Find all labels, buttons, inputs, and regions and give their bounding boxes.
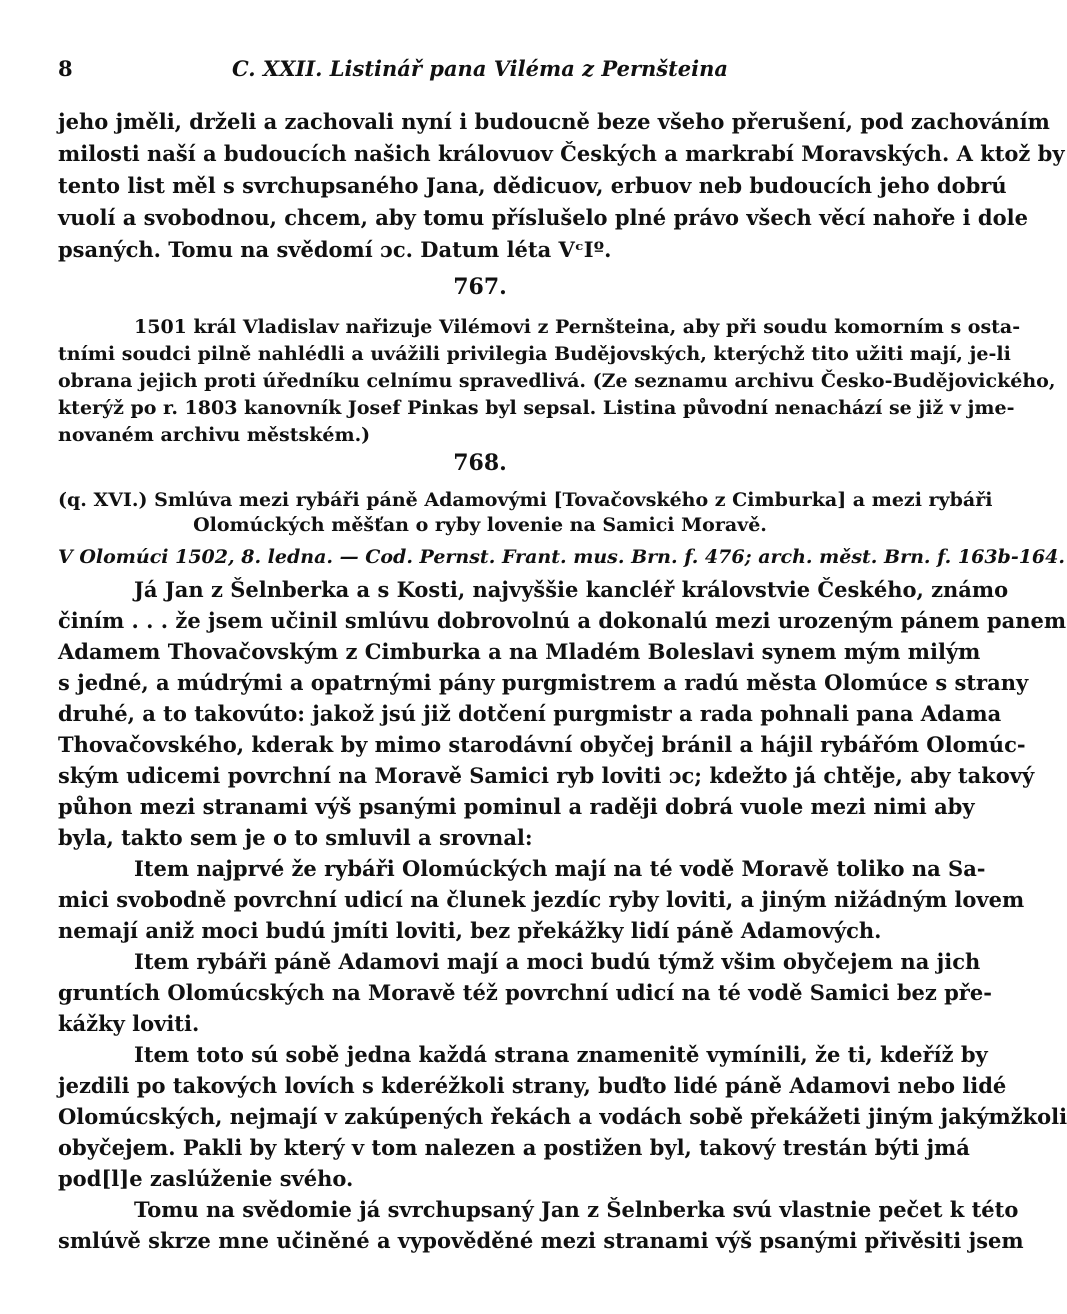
- text-line: jeho jměli, drželi a zachovali nyní i budoucně beze všeho přerušení, pod zachováním: [58, 109, 1050, 134]
- text-line: ským udicemi povrchní na Moravě Samici ryb loviti ɔc; kdežto já chtěje, aby takový: [58, 763, 1035, 788]
- text-line: jezdili po takových lovích s kderéžkoli strany, buďto lidé páně Adamovi nebo lidé: [58, 1073, 1007, 1098]
- text-line: nemají aniž moci budú jmíti loviti, bez překážky lidí páně Adamových.: [58, 918, 882, 943]
- text-line: Tomu na svědomie já svrchupsaný Jan z Šelnberka svú vlastnie pečet k této: [134, 1197, 1019, 1222]
- text-line: Olomúcských, nejmají v zakúpených řekách a vodách sobě překážeti jiným jakýmžkoli: [58, 1104, 1067, 1129]
- text-line: druhé, a to takovúto: jakož jsú již dotčení purgmistr a rada pohnali pana Adama: [58, 701, 1002, 726]
- text-line: Já Jan z Šelnberka a s Kosti, najvyššie kancléř královstvie Českého, známo: [134, 577, 1009, 602]
- text-line: pod[l]e zaslúženie svého.: [58, 1166, 354, 1191]
- regest-line: novaném archivu městském.): [58, 424, 371, 446]
- summary-line: Olomúckých měšťan o ryby lovenie na Samici Moravě.: [193, 514, 767, 536]
- text-line: byla, takto sem je o to smluvil a srovnal:: [58, 825, 533, 850]
- text-line: kážky loviti.: [58, 1011, 200, 1036]
- text-line: mici svobodně povrchní udicí na člunek jezdíc ryby loviti, a jiným nižádným lovem: [58, 887, 1025, 912]
- summary-line: (q. XVI.) Smlúva mezi rybáři páně Adamovými [Tovačovského z Cimburka] a mezi rybáři: [58, 489, 993, 511]
- page-number: 8: [58, 56, 73, 81]
- regest-line: kterýž po r. 1803 kanovník Josef Pinkas byl sepsal. Listina původní nenachází se již v jme-: [58, 397, 1015, 419]
- text-line: činím . . . že jsem učinil smlúvu dobrovolnú a dokonalú mezi urozeným pánem panem: [58, 608, 1067, 633]
- text-line: psaných. Tomu na svědomí ɔc. Datum léta VᶜIº.: [58, 237, 612, 262]
- regest-line: obrana jejich proti úředníku celnímu spravedlivá. (Ze seznamu archivu Česko-Budějovického,: [58, 370, 1056, 392]
- text-line: smlúvě skrze mne učiněné a vypověděné mezi stranami výš psanými přivěsiti jsem: [58, 1228, 1024, 1253]
- text-line: gruntích Olomúcských na Moravě též povrchní udicí na té vodě Samici bez pře-: [58, 980, 992, 1005]
- running-header: C. XXII. Listinář pana Viléma z Pernšteina: [231, 56, 729, 81]
- source-citation: V Olomúci 1502, 8. ledna. — Cod. Pernst. Frant. mus. Brn. f. 476; arch. měst. Brn. f. 163b-164.: [58, 546, 1065, 568]
- document-number: 767.: [453, 274, 507, 300]
- document-number: 768.: [453, 450, 507, 476]
- text-line: obyčejem. Pakli by který v tom nalezen a postižen byl, takový trestán býti jmá: [58, 1135, 970, 1160]
- regest-line: tními soudci pilně nahlédli a uvážili privilegia Budějovských, kterýchž tito užiti mají, je-li: [58, 343, 1011, 365]
- text-line: Adamem Thovačovským z Cimburka a na Mladém Boleslavi synem mým milým: [58, 639, 981, 664]
- text-line: vuolí a svobodnou, chcem, aby tomu příslušelo plné právo všech věcí nahoře i dole: [58, 205, 1028, 230]
- text-line: Item najprvé že rybáři Olomúckých mají na té vodě Moravě toliko na Sa-: [134, 856, 986, 881]
- text-line: půhon mezi stranami výš psanými pominul a raději dobrá vuole mezi nimi aby: [58, 794, 975, 819]
- text-line: Thovačovského, kderak by mimo starodávní obyčej bránil a hájil rybářóm Olomúc-: [58, 732, 1026, 757]
- regest-line: 1501 král Vladislav nařizuje Vilémovi z Pernšteina, aby při soudu komorním s osta-: [134, 316, 1021, 338]
- text-line: tento list měl s svrchupsaného Jana, dědicuov, erbuov neb budoucích jeho dobrú: [58, 173, 1007, 198]
- text-line: milosti naší a budoucích našich královuov Českých a markrabí Moravských. A ktož by: [58, 141, 1065, 166]
- text-line: Item toto sú sobě jedna každá strana znamenitě vymínili, že ti, kdeříž by: [134, 1042, 988, 1067]
- text-line: s jedné, a múdrými a opatrnými pány purgmistrem a radú města Olomúce s strany: [58, 670, 1029, 695]
- text-line: Item rybáři páně Adamovi mají a moci budú týmž všim obyčejem na jich: [134, 949, 981, 974]
